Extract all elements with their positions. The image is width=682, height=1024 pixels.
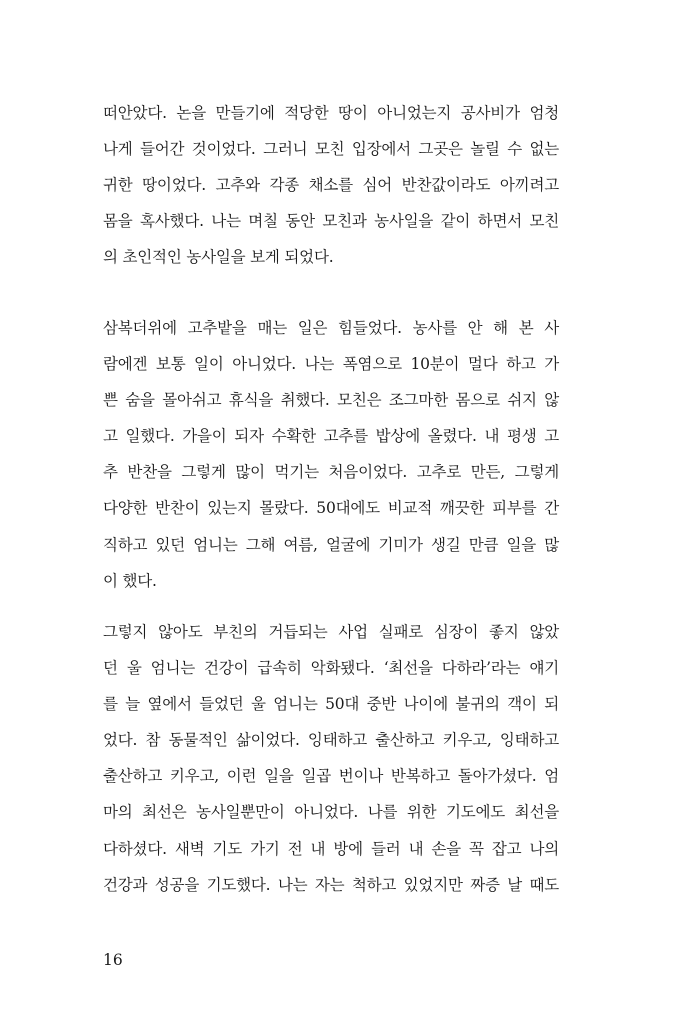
text-line: 추 반찬을 그렇게 많이 먹기는 처음이었다. 고추로 만든, 그렇게 [103, 463, 559, 482]
text-line: 몸을 혹사했다. 나는 며칠 동안 모친과 농사일을 같이 하면서 모친 [103, 212, 559, 231]
text-line: 고 일했다. 가을이 되자 수확한 고추를 밥상에 올렸다. 내 평생 고 [103, 427, 559, 446]
text-line: 그렇지 않아도 부친의 거듭되는 사업 실패로 심장이 좋지 않았 [103, 623, 559, 641]
paragraph-3 [103, 614, 559, 903]
text-line: 나게 들어간 것이었다. 그러니 모친 입장에서 그곳은 놀릴 수 없는 [103, 140, 559, 159]
text-line: 출산하고 키우고, 이런 일을 일곱 번이나 반복하고 돌아가셨다. 엄 [103, 767, 559, 786]
text-line: 던 울 엄니는 건강이 급속히 악화됐다. ‘최선을 다하라’라는 얘기 [103, 659, 559, 678]
text-line: 건강과 성공을 기도했다. 나는 자는 척하고 있었지만 짜증 날 때도 [103, 875, 559, 894]
text-line: 를 늘 옆에서 들었던 울 엄니는 50대 중반 나이에 불귀의 객이 되 [103, 695, 559, 714]
text-line: 마의 최선은 농사일뿐만이 아니었다. 나를 위한 기도에도 최선을 [103, 803, 559, 822]
text-line: 다하셨다. 새벽 기도 가기 전 내 방에 들러 내 손을 꼭 잡고 나의 [103, 839, 559, 858]
text-line: 귀한 땅이었다. 고추와 각종 채소를 심어 반찬값이라도 아끼려고 [103, 176, 559, 195]
paragraph-2 [103, 310, 559, 599]
text-line: 쁜 숨을 몰아쉬고 휴식을 취했다. 모친은 조그마한 몸으로 쉬지 않 [103, 391, 559, 410]
text-line: 삼복더위에 고추밭을 매는 일은 힘들었다. 농사를 안 해 본 사 [103, 319, 559, 337]
paragraph-1 [103, 95, 559, 275]
text-line: 의 초인적인 농사일을 보게 되었다. [103, 248, 334, 267]
text-line: 다양한 반찬이 있는지 몰랐다. 50대에도 비교적 깨끗한 피부를 간 [103, 499, 559, 518]
page-number: 16 [103, 951, 123, 969]
text-line: 람에겐 보통 일이 아니었다. 나는 폭염으로 10분이 멀다 하고 가 [103, 355, 559, 374]
text-line: 직하고 있던 엄니는 그해 여름, 얼굴에 기미가 생길 만큼 일을 많 [103, 535, 559, 554]
text-line: 었다. 참 동물적인 삶이었다. 잉태하고 출산하고 키우고, 잉태하고 [103, 731, 559, 750]
text-line: 이 했다. [103, 571, 157, 590]
text-line: 떠안았다. 논을 만들기에 적당한 땅이 아니었는지 공사비가 엄청 [103, 104, 559, 122]
